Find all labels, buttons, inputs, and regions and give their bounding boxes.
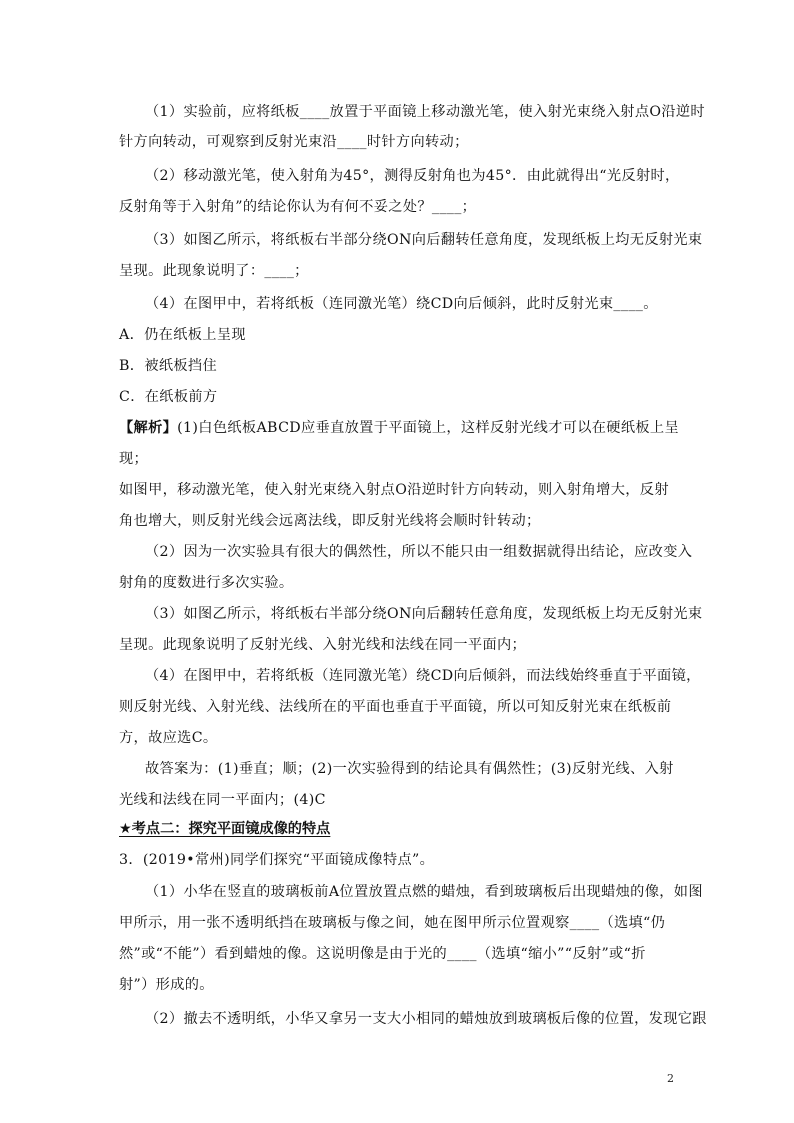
option-b: B．被纸板挡住 [119,358,218,374]
section-heading: ★考点二：探究平面镜成像的特点 [119,821,331,837]
q-part1-line2: 针方向转动，可观察到反射光束沿____时针方向转动； [119,134,469,150]
page-number: 2 [667,1072,674,1085]
q-part1-line1: （1）实验前，应将纸板____放置于平面镜上移动激光笔，使入射光束绕入射点O沿逆时 [145,104,705,120]
q3-part1-line2: 甲所示，用一张不透明纸挡在玻璃板与像之间，她在图甲所示位置观察____（选填“仍 [119,915,666,931]
analysis-line8: 呈现。此现象说明了反射光线、入射光线和法线在同一平面内； [119,637,527,653]
q3-part1-line1: （1）小华在竖直的玻璃板前A位置放置点燃的蜡烛，看到玻璃板后出现蜡烛的像，如图 [145,884,703,900]
answer-line1: 故答案为：(1)垂直；顺；(2)一次实验得到的结论具有偶然性；(3)反射光线、入射 [145,761,674,777]
q3-part1-line4: 射”）形成的。 [119,977,214,993]
analysis-line7: （3）如图乙所示，将纸板右半部分绕ON向后翻转任意角度，发现纸板上均无反射光束 [145,606,703,622]
analysis-line2: 现； [119,451,149,467]
analysis-line3: 如图甲，移动激光笔，使入射光束绕入射点O沿逆时针方向转动，则入射角增大，反射 [119,482,669,498]
question3-title: 3．(2019•常州)同学们探究“平面镜成像特点”。 [119,852,435,868]
q-part3-line2: 呈现。此现象说明了：____； [119,263,309,279]
q3-part2-line1: （2）撤去不透明纸，小华又拿另一支大小相同的蜡烛放到玻璃板后像的位置，发现它跟 [145,1011,707,1027]
analysis-line1: 【解析】(1)白色纸板ABCD应垂直放置于平面镜上，这样反射光线才可以在硬纸板上呈 [119,420,679,436]
analysis-label: 【解析】 [119,420,178,436]
analysis-line4: 角也增大，则反射光线会远离法线，即反射光线将会顺时针转动； [119,513,541,529]
analysis-line6: 射角的度数进行多次实验。 [119,575,294,591]
q-part4-line: （4）在图甲中，若将纸板（连同激光笔）绕CD向后倾斜，此时反射光束____。 [145,296,658,312]
option-a: A．仍在纸板上呈现 [119,327,246,343]
q-part2-line1: （2）移动激光笔，使入射角为45°，测得反射角也为45°．由此就得出“光反射时， [145,168,680,184]
option-c: C．在纸板前方 [119,389,218,405]
analysis-line5: （2）因为一次实验具有很大的偶然性，所以不能只由一组数据就得出结论，应改变入 [145,544,693,560]
q-part2-line2: 反射角等于入射角”的结论你认为有何不妥之处？____； [119,199,477,215]
analysis-line10: 则反射光线、入射光线、法线所在的平面也垂直于平面镜，所以可知反射光束在纸板前 [119,699,672,715]
answer-line2: 光线和法线在同一平面内；(4)C [119,792,326,808]
analysis-line9: （4）在图甲中，若将纸板（连同激光笔）绕CD向后倾斜，而法线始终垂直于平面镜， [145,668,701,684]
analysis-line11: 方，故应选C。 [119,730,218,746]
q-part3-line1: （3）如图乙所示，将纸板右半部分绕ON向后翻转任意角度，发现纸板上均无反射光束 [145,232,703,248]
q3-part1-line3: 然”或“不能”）看到蜡烛的像。这说明像是由于光的____（选填“缩小”“反射”或“折 [119,946,646,962]
